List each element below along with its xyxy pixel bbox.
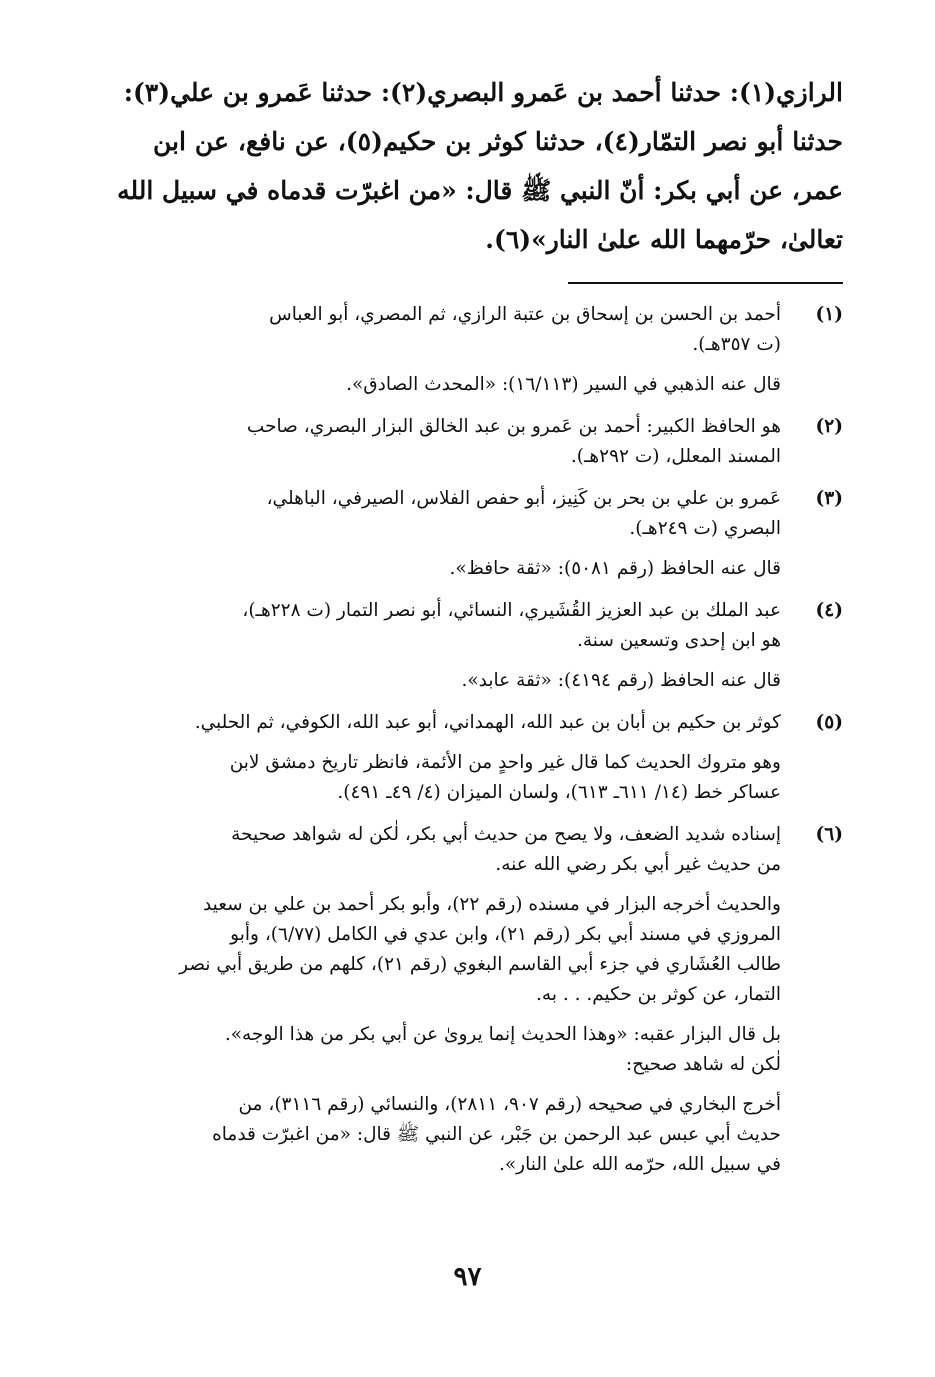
hadith-line: تعالىٰ، حرّمهما الله علىٰ النار»(٦).: [485, 225, 843, 254]
footnote-line: أحمد بن الحسن بن إسحاق بن عتبة الرازي، ثم المصري، أبو العباس: [269, 304, 781, 325]
footnote-paragraph: [153, 1090, 781, 1180]
footnote-line: طالب العُشَاري في جزء أبي القاسم البغوي (رقم ٢١)، كلهم من طريق أبي نصر: [179, 954, 781, 975]
footnote-line: (ت ٣٥٧هـ).: [692, 334, 781, 355]
footnote-line: البصري (ت ٢٤٩هـ).: [629, 518, 781, 539]
footnotes: [153, 300, 843, 1192]
hadith-line: عمر، عن أبي بكر: أنّ النبي ﷺ قال: «من اغبرّت قدماه في سبيل الله: [117, 176, 843, 205]
footnote-5: [153, 708, 843, 808]
footnote-number: (٣): [815, 488, 843, 509]
footnote-line: بل قال البزار عقبه: «وهذا الحديث إنما يروىٰ عن أبي بكر من هذا الوجه».: [224, 1024, 781, 1045]
footnote-6: [153, 820, 843, 1180]
footnote-number: (٤): [815, 600, 843, 621]
footnote-paragraph: [153, 666, 781, 696]
footnote-line: عَمرو بن علي بن بحر بن كَنِيز، أبو حفص الفلاس، الصيرفي، الباهلي،: [266, 488, 781, 509]
footnote-line: عساكر خط (١٤/ ٦١١ـ ٦١٣)، ولسان الميزان (٤/ ٤٩ـ ٤٩١).: [337, 782, 781, 803]
footnote-line: لٰكن له شاهد صحيح:: [625, 1054, 781, 1075]
page-number: ٩٧: [453, 1262, 482, 1292]
footnote-line: عبد الملك بن عبد العزيز القُشَيري، النسائي، أبو نصر التمار (ت ٢٢٨هـ)،: [242, 600, 781, 621]
footnote-line: وهو متروك الحديث كما قال غير واحدٍ من الأئمة، فانظر تاريخ دمشق لابن: [229, 752, 781, 773]
hadith-line: الرازي(١): حدثنا أحمد بن عَمرو البصري(٢): حدثنا عَمرو بن علي(٣):: [123, 78, 843, 107]
footnote-line: إسناده شديد الضعف، ولا يصح من حديث أبي بكر، لٰكن له شواهد صحيحة: [231, 824, 781, 845]
footnote-number: (٦): [815, 824, 843, 845]
footnote-number: (٢): [815, 416, 843, 437]
footnote-paragraph: [153, 748, 781, 808]
footnote-line: والحديث أخرجه البزار في مسنده (رقم ٢٢)، وأبو بكر أحمد بن علي بن سعيد: [202, 894, 781, 915]
footnote-line: من حديث غير أبي بكر رضي الله عنه.: [495, 854, 781, 875]
footnote-line: قال عنه الذهبي في السير (١٦/١١٣): «المحدث الصادق».: [346, 374, 781, 395]
footnote-line: كوثر بن حكيم بن أبان بن عبد الله، الهمداني، أبو عبد الله، الكوفي، ثم الحلبي.: [194, 712, 781, 733]
footnote-line: في سبيل الله، حرّمه الله علىٰ النار».: [498, 1154, 781, 1175]
footnote-number: (٥): [815, 712, 843, 733]
footnote-line: هو ابن إحدى وتسعين سنة.: [576, 630, 781, 651]
hadith-text: [117, 68, 843, 264]
footnote-line: المسند المعلل، (ت ٢٩٢هـ).: [570, 446, 781, 467]
footnote-paragraph: [153, 890, 781, 1010]
footnote-4: [153, 596, 843, 696]
footnote-line: قال عنه الحافظ (رقم ٥٠٨١): «ثقة حافظ».: [449, 558, 781, 579]
footnote-line: التمار، عن كوثر بن حكيم. . . به.: [536, 984, 781, 1005]
footnote-2: [153, 412, 843, 472]
footnote-line: المروزي في مسند أبي بكر (رقم ٢١)، وابن عدي في الكامل (٦/٧٧)، وأبو: [230, 924, 781, 945]
footnote-paragraph: [153, 554, 781, 584]
footnote-paragraph: [153, 1020, 781, 1080]
footnote-divider: [568, 282, 843, 284]
footnote-line: قال عنه الحافظ (رقم ٤١٩٤): «ثقة عابد».: [461, 670, 781, 691]
footnote-paragraph: [153, 370, 781, 400]
footnote-line: أخرج البخاري في صحيحه (رقم ٩٠٧، ٢٨١١)، والنسائي (رقم ٣١١٦)، من: [238, 1094, 781, 1115]
hadith-line: حدثنا أبو نصر التمّار(٤)، حدثنا كوثر بن حكيم(٥)، عن نافع، عن ابن: [153, 127, 843, 156]
footnote-line: حديث أبي عبس عبد الرحمن بن جَبْر، عن النبي ﷺ قال: «من اغبرّت قدماه: [212, 1124, 781, 1145]
footnote-line: هو الحافظ الكبير: أحمد بن عَمرو بن عبد الخالق البزار البصري، صاحب: [246, 416, 781, 437]
footnote-1: [153, 300, 843, 400]
footnote-3: [153, 484, 843, 584]
footnote-number: (١): [815, 304, 843, 325]
